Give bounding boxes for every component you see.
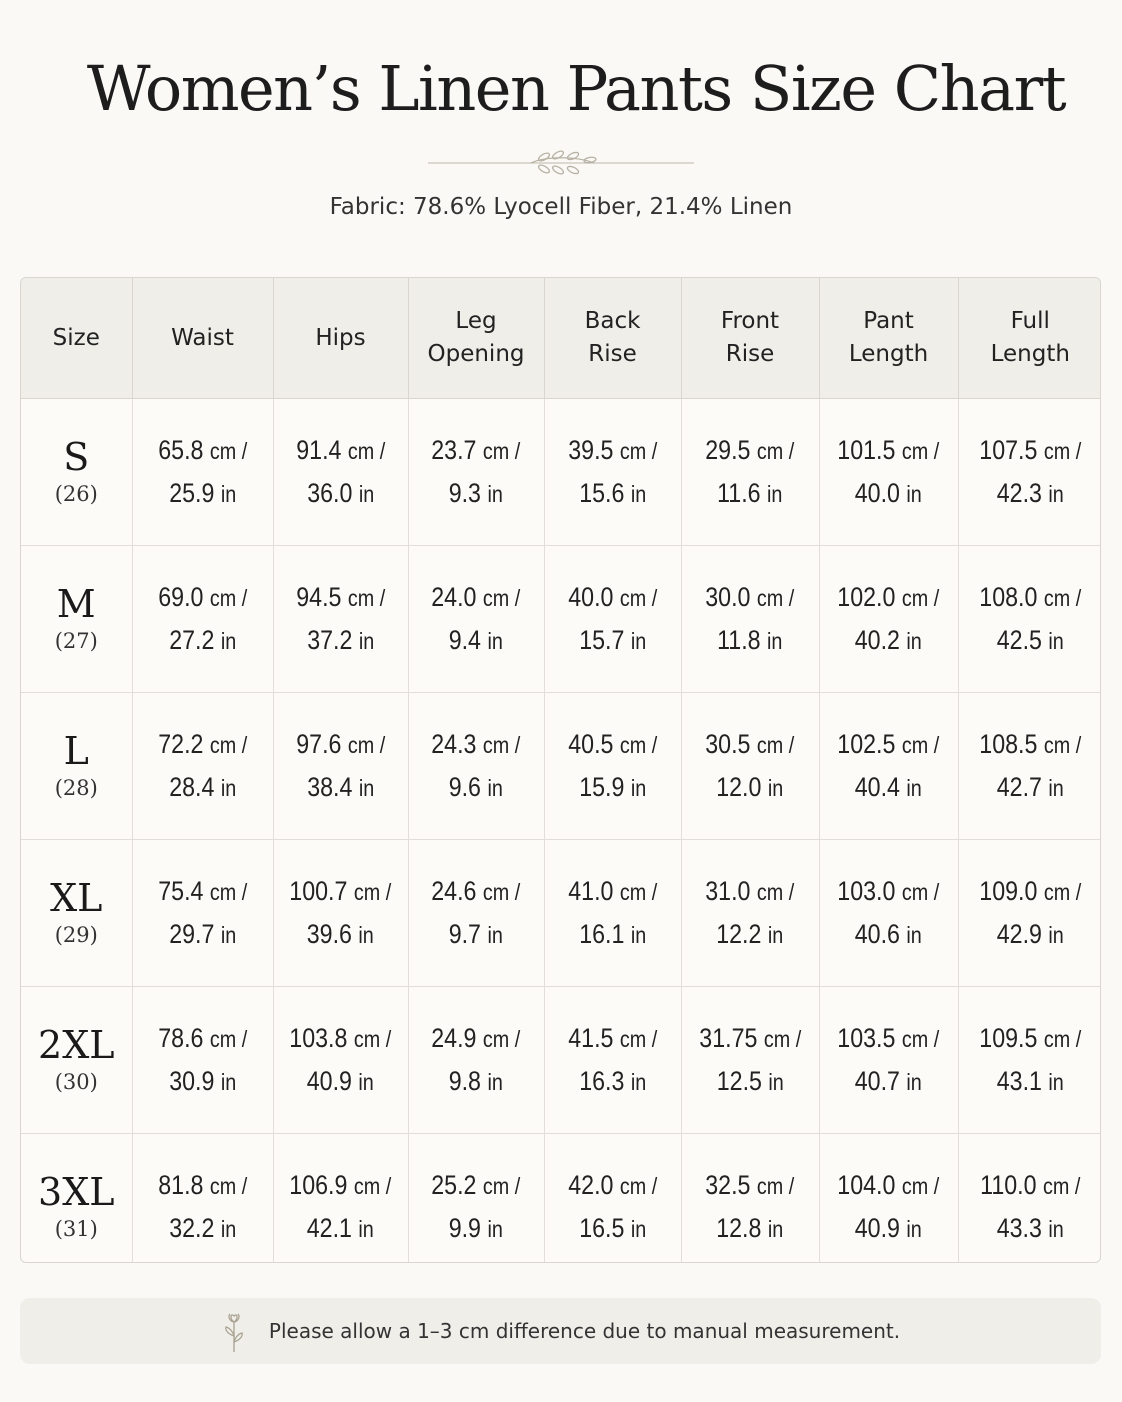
cm-unit: cm / [209,1173,248,1199]
inch-unit: in [358,628,375,654]
column-header-line: Length [990,341,1070,367]
cm-unit: cm / [354,1026,392,1052]
inch-value: 12.8 [716,1213,762,1243]
measurement-cell [544,546,681,693]
cm-unit: cm / [902,585,940,611]
inch-unit: in [906,481,923,507]
cm-unit: cm / [902,438,940,464]
inch-unit: in [358,775,375,801]
inch-unit: in [487,775,504,801]
cm-value: 42.0 [567,1170,614,1200]
cm-value: 72.2 [157,729,204,759]
inch-unit: in [1048,481,1064,507]
inch-unit: in [630,1069,647,1095]
inch-value: 12.2 [716,919,762,949]
cm-unit: cm / [483,1026,521,1052]
inch-value: 40.4 [854,772,901,802]
inch-unit: in [630,922,647,948]
measurement-cell [958,546,1101,693]
measurement-cell [819,399,958,546]
measurement-cell [544,987,681,1134]
measurement-cell [544,399,681,546]
measurement-cell [819,1134,958,1264]
size-number: (31) [54,1217,98,1241]
cm-value: 103.0 [837,876,896,906]
inch-value: 40.6 [854,919,901,949]
cm-value: 75.4 [157,876,204,906]
size-cell [21,693,132,840]
measurement-cell [408,1134,544,1264]
inch-unit: in [358,1069,375,1095]
measurement-cell [958,1134,1101,1264]
cm-value: 103.8 [289,1023,348,1053]
size-cell [21,399,132,546]
cm-unit: cm / [209,732,248,758]
cm-value: 69.0 [157,582,204,612]
cm-value: 91.4 [295,435,342,465]
inch-value: 12.5 [716,1066,762,1096]
measurement-cell [132,693,273,840]
cm-unit: cm / [209,585,248,611]
column-header-line: Waist [171,324,234,351]
inch-unit: in [630,775,647,801]
cm-value: 97.6 [295,729,342,759]
inch-unit: in [358,1216,375,1242]
size-number: (27) [54,629,98,653]
measurement-cell [681,1134,819,1264]
cm-unit: cm / [1043,732,1082,758]
inch-value: 11.8 [717,625,761,655]
inch-value: 37.2 [306,625,353,655]
cm-unit: cm / [1043,585,1082,611]
column-header [21,278,132,399]
size-label: 2XL [38,1023,115,1067]
measurement-cell [132,546,273,693]
cm-unit: cm / [619,732,658,758]
column-header [681,278,819,399]
table-row [21,987,1101,1134]
table-row [21,840,1101,987]
cm-value: 23.7 [431,435,477,465]
cm-value: 102.0 [837,582,896,612]
cm-value: 107.5 [979,435,1038,465]
inch-unit: in [487,628,504,654]
inch-value: 42.7 [996,772,1042,802]
table-body [21,399,1101,1264]
cm-value: 25.2 [431,1170,477,1200]
size-number: (28) [54,776,98,800]
measurement-cell [819,546,958,693]
inch-unit: in [630,628,647,654]
cm-value: 24.9 [431,1023,477,1053]
cm-unit: cm / [619,585,658,611]
cm-unit: cm / [619,1026,658,1052]
cm-unit: cm / [483,585,521,611]
cm-unit: cm / [347,438,386,464]
cm-unit: cm / [763,1026,801,1052]
cm-value: 109.5 [979,1023,1038,1053]
flower-sprig-icon [221,1308,247,1354]
cm-value: 31.75 [699,1023,758,1053]
size-number: (29) [54,923,98,947]
inch-value: 38.4 [306,772,353,802]
size-number: (30) [54,1070,98,1094]
page-title: Women’s Linen Pants Size Chart [86,52,1066,125]
size-cell [21,1134,132,1264]
inch-value: 40.0 [854,478,901,508]
inch-value: 11.6 [717,478,761,508]
leaf-divider-icon [426,146,696,180]
cm-value: 41.5 [567,1023,614,1053]
cm-unit: cm / [1043,879,1082,905]
inch-unit: in [220,1216,237,1242]
table-row [21,399,1101,546]
size-cell [21,987,132,1134]
cm-unit: cm / [354,879,392,905]
size-label: M [56,582,96,626]
inch-unit: in [487,1069,504,1095]
cm-value: 32.5 [705,1170,751,1200]
inch-value: 27.2 [168,625,215,655]
inch-value: 16.3 [578,1066,625,1096]
cm-value: 104.0 [837,1170,896,1200]
inch-unit: in [1048,1069,1064,1095]
cm-unit: cm / [619,879,658,905]
cm-value: 40.0 [567,582,614,612]
inch-value: 32.2 [168,1213,215,1243]
fabric-subtitle: Fabric: 78.6% Lyocell Fiber, 21.4% Linen [329,194,793,220]
size-label: XL [50,876,103,920]
cm-unit: cm / [757,732,795,758]
table-row [21,693,1101,840]
measurement-note [20,1298,1101,1364]
measurement-cell [681,987,819,1134]
inch-unit: in [358,922,375,948]
inch-value: 42.5 [996,625,1042,655]
measurement-cell [273,693,408,840]
measurement-cell [132,399,273,546]
inch-value: 9.7 [448,919,482,949]
cm-value: 65.8 [157,435,204,465]
column-header [819,278,958,399]
inch-value: 9.3 [448,478,482,508]
inch-value: 28.4 [168,772,215,802]
cm-value: 108.5 [979,729,1038,759]
cm-value: 106.9 [289,1170,348,1200]
cm-unit: cm / [209,1026,248,1052]
cm-value: 24.3 [431,729,477,759]
column-header [273,278,408,399]
inch-unit: in [768,775,784,801]
measurement-cell [819,840,958,987]
measurement-cell [408,840,544,987]
inch-value: 40.9 [854,1213,901,1243]
cm-value: 30.0 [705,582,751,612]
measurement-cell [408,693,544,840]
cm-unit: cm / [757,585,795,611]
inch-unit: in [906,628,923,654]
column-header [132,278,273,399]
column-header-line: Hips [315,324,366,351]
cm-value: 24.0 [431,582,477,612]
measurement-cell [681,840,819,987]
inch-value: 42.1 [306,1213,353,1243]
column-header-line: Size [52,324,100,351]
inch-unit: in [767,481,783,507]
cm-unit: cm / [1043,438,1082,464]
measurement-cell [958,987,1101,1134]
inch-value: 39.6 [306,919,353,949]
table-header-row [21,278,1101,399]
inch-value: 29.7 [168,919,215,949]
column-header-line: Rise [725,341,775,367]
cm-unit: cm / [483,1173,521,1199]
cm-unit: cm / [619,438,658,464]
inch-value: 15.6 [578,478,625,508]
cm-unit: cm / [1042,1173,1081,1199]
column-header-line: Opening [427,341,525,367]
measurement-cell [819,987,958,1134]
cm-unit: cm / [347,732,386,758]
measurement-cell [958,693,1101,840]
inch-unit: in [768,922,784,948]
column-header-line: Front [720,308,780,334]
cm-unit: cm / [757,879,795,905]
cm-unit: cm / [902,1026,940,1052]
cm-unit: cm / [483,732,521,758]
inch-unit: in [906,922,923,948]
inch-value: 43.3 [996,1213,1042,1243]
column-header [544,278,681,399]
inch-unit: in [358,481,375,507]
measurement-cell [132,987,273,1134]
inch-value: 40.7 [854,1066,901,1096]
inch-unit: in [487,481,504,507]
cm-unit: cm / [902,732,940,758]
column-header-line: Pant [863,308,914,334]
column-header-line: Back [584,308,641,334]
inch-value: 42.9 [996,919,1042,949]
inch-unit: in [1048,628,1064,654]
inch-unit: in [1048,922,1064,948]
measurement-cell [273,399,408,546]
inch-unit: in [906,1216,923,1242]
cm-unit: cm / [902,879,940,905]
cm-unit: cm / [1043,1026,1082,1052]
inch-value: 40.9 [306,1066,353,1096]
measurement-cell [819,693,958,840]
inch-value: 9.6 [448,772,482,802]
cm-value: 78.6 [157,1023,204,1053]
inch-unit: in [630,481,647,507]
cm-value: 29.5 [705,435,751,465]
measurement-cell [273,546,408,693]
note-text: Please allow a 1–3 cm difference due to manual measurement. [268,1319,901,1343]
inch-value: 9.4 [448,625,482,655]
measurement-cell [273,1134,408,1264]
size-label: S [63,435,90,479]
size-chart-table [20,277,1101,1263]
inch-unit: in [767,628,783,654]
column-header [408,278,544,399]
cm-unit: cm / [757,1173,795,1199]
measurement-cell [681,399,819,546]
column-header-line: Length [848,341,929,367]
size-label: 3XL [38,1170,115,1214]
inch-value: 30.9 [168,1066,215,1096]
cm-value: 24.6 [431,876,477,906]
cm-value: 39.5 [567,435,614,465]
inch-unit: in [220,922,237,948]
inch-value: 9.9 [448,1213,482,1243]
cm-value: 102.5 [837,729,896,759]
measurement-cell [544,693,681,840]
cm-value: 103.5 [837,1023,896,1053]
measurement-cell [681,693,819,840]
inch-unit: in [220,1069,237,1095]
cm-value: 30.5 [705,729,751,759]
measurement-cell [958,840,1101,987]
measurement-cell [408,987,544,1134]
size-number: (26) [54,482,98,506]
inch-value: 36.0 [306,478,353,508]
inch-unit: in [906,1069,923,1095]
inch-value: 12.0 [716,772,762,802]
column-header-line: Full [1010,308,1050,334]
inch-unit: in [487,922,504,948]
measurement-cell [544,1134,681,1264]
inch-unit: in [220,481,237,507]
cm-value: 108.0 [979,582,1038,612]
cm-value: 101.5 [837,435,896,465]
inch-unit: in [220,775,237,801]
column-header-line: Leg [455,308,497,334]
cm-unit: cm / [757,438,795,464]
measurement-cell [958,399,1101,546]
cm-value: 94.5 [295,582,342,612]
cm-unit: cm / [483,438,521,464]
cm-value: 41.0 [567,876,614,906]
inch-value: 43.1 [996,1066,1042,1096]
measurement-cell [273,840,408,987]
cm-unit: cm / [209,879,248,905]
inch-value: 40.2 [854,625,901,655]
cm-unit: cm / [619,1173,658,1199]
inch-unit: in [220,628,237,654]
cm-unit: cm / [902,1173,940,1199]
cm-unit: cm / [209,438,248,464]
inch-value: 15.7 [578,625,625,655]
inch-unit: in [1048,775,1064,801]
inch-value: 9.8 [448,1066,482,1096]
inch-value: 16.5 [578,1213,625,1243]
inch-unit: in [768,1069,784,1095]
measurement-cell [273,987,408,1134]
cm-unit: cm / [483,879,521,905]
column-header-line: Rise [588,341,637,367]
measurement-cell [681,546,819,693]
cm-unit: cm / [354,1173,392,1199]
cm-value: 109.0 [979,876,1038,906]
cm-value: 110.0 [980,1170,1037,1200]
inch-value: 25.9 [168,478,215,508]
table-row [21,1134,1101,1264]
cm-value: 100.7 [289,876,348,906]
inch-value: 15.9 [578,772,625,802]
cm-unit: cm / [347,585,386,611]
column-header [958,278,1101,399]
size-label: L [63,729,89,773]
inch-unit: in [768,1216,784,1242]
measurement-cell [408,399,544,546]
cm-value: 31.0 [705,876,751,906]
measurement-cell [132,840,273,987]
inch-unit: in [906,775,923,801]
size-cell [21,840,132,987]
measurement-cell [408,546,544,693]
inch-value: 16.1 [578,919,625,949]
inch-unit: in [630,1216,647,1242]
cm-value: 40.5 [567,729,614,759]
measurement-cell [132,1134,273,1264]
table-row [21,546,1101,693]
inch-unit: in [1048,1216,1064,1242]
cm-value: 81.8 [157,1170,204,1200]
measurement-cell [544,840,681,987]
inch-unit: in [487,1216,504,1242]
size-cell [21,546,132,693]
inch-value: 42.3 [996,478,1042,508]
